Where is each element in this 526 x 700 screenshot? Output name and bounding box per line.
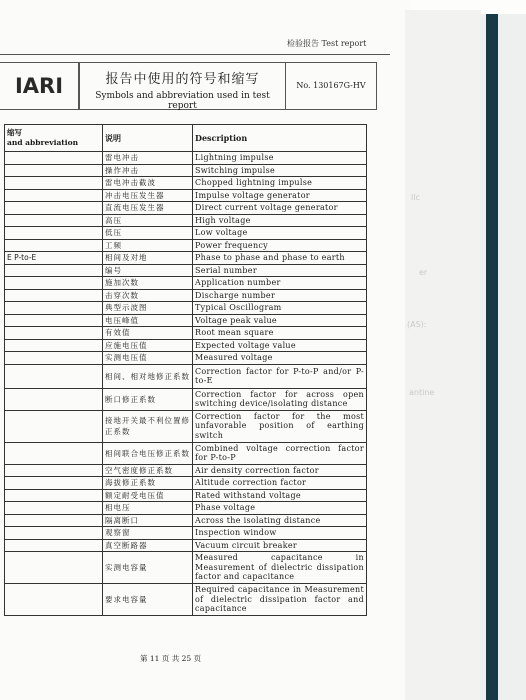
cell-explanation: 雷电冲击截波 bbox=[103, 177, 193, 190]
table-row bbox=[5, 502, 367, 515]
cell-abbreviation bbox=[5, 264, 103, 277]
cell-explanation: 相间联合电压修正系数 bbox=[103, 442, 193, 464]
cell-abbreviation bbox=[5, 289, 103, 302]
table-row bbox=[5, 252, 367, 265]
table-row bbox=[5, 584, 367, 616]
table-row bbox=[5, 227, 367, 240]
table-row bbox=[5, 189, 367, 202]
cell-explanation: 海拔修正系数 bbox=[103, 477, 193, 490]
cell-abbreviation bbox=[5, 202, 103, 215]
table-row bbox=[5, 177, 367, 190]
cell-description: Across the isolating distance bbox=[193, 514, 367, 527]
table-row bbox=[5, 352, 367, 365]
cell-description: Power frequency bbox=[193, 239, 367, 252]
cell-abbreviation bbox=[5, 388, 103, 410]
table-row bbox=[5, 514, 367, 527]
cell-explanation: 编号 bbox=[103, 264, 193, 277]
cell-explanation: 典型示波图 bbox=[103, 302, 193, 315]
cell-description: Root mean square bbox=[193, 327, 367, 340]
table-row bbox=[5, 339, 367, 352]
table-row bbox=[5, 442, 367, 464]
cell-explanation: 要求电容量 bbox=[103, 584, 193, 616]
cell-description: Phase voltage bbox=[193, 502, 367, 515]
cell-abbreviation bbox=[5, 527, 103, 540]
cell-description: Phase to phase and phase to earth bbox=[193, 252, 367, 265]
cell-explanation: 实测电容量 bbox=[103, 552, 193, 584]
cell-abbreviation bbox=[5, 410, 103, 442]
cell-abbreviation bbox=[5, 477, 103, 490]
table-row bbox=[5, 464, 367, 477]
cell-abbreviation: E P-to-E bbox=[5, 252, 103, 265]
cell-explanation: 观察窗 bbox=[103, 527, 193, 540]
company-logo: IARI bbox=[0, 62, 79, 110]
cell-description: Air density correction factor bbox=[193, 464, 367, 477]
cell-description: Chopped lightning impulse bbox=[193, 177, 367, 190]
cell-explanation: 击穿次数 bbox=[103, 289, 193, 302]
underlying-page-fragment: er bbox=[419, 268, 428, 277]
column-header-description: Description bbox=[193, 125, 367, 152]
cell-abbreviation bbox=[5, 352, 103, 365]
cell-description: Rated withstand voltage bbox=[193, 489, 367, 502]
cell-abbreviation bbox=[5, 177, 103, 190]
report-type-label: 检验报告 Test report bbox=[287, 39, 367, 48]
cell-description: Required capacitance in Measurement of dielectric dissipation factor and capacitance bbox=[193, 584, 367, 616]
table-row bbox=[5, 527, 367, 540]
cell-description: Correction factor for P-to-P and/or P-to-E bbox=[193, 364, 367, 388]
cell-explanation: 高压 bbox=[103, 214, 193, 227]
cell-explanation: 空气密度修正系数 bbox=[103, 464, 193, 477]
cell-abbreviation bbox=[5, 327, 103, 340]
page-number: 第 11 页 共 25 页 bbox=[140, 654, 202, 663]
cell-abbreviation bbox=[5, 489, 103, 502]
underlying-page-fragment: llc bbox=[411, 193, 420, 202]
cell-explanation: 施加次数 bbox=[103, 277, 193, 290]
cell-explanation: 实测电压值 bbox=[103, 352, 193, 365]
table-row bbox=[5, 314, 367, 327]
cell-abbreviation bbox=[5, 239, 103, 252]
table-row bbox=[5, 214, 367, 227]
title-chinese: 报告中使用的符号和缩写 bbox=[105, 72, 260, 87]
cell-explanation: 低压 bbox=[103, 227, 193, 240]
table-row bbox=[5, 152, 367, 165]
cell-abbreviation bbox=[5, 364, 103, 388]
column-header-abbreviation: 缩写 and abbreviation bbox=[5, 125, 103, 152]
cell-description: Switching impulse bbox=[193, 164, 367, 177]
cell-explanation: 雷电冲击 bbox=[103, 152, 193, 165]
table-row bbox=[5, 202, 367, 215]
cell-abbreviation bbox=[5, 227, 103, 240]
cell-abbreviation bbox=[5, 302, 103, 315]
cell-description: Voltage peak value bbox=[193, 314, 367, 327]
cell-explanation: 相电压 bbox=[103, 502, 193, 515]
table-row bbox=[5, 477, 367, 490]
cell-explanation: 真空断路器 bbox=[103, 539, 193, 552]
cell-explanation: 隔离断口 bbox=[103, 514, 193, 527]
cell-description: Combined voltage correction factor for P-to-P bbox=[193, 442, 367, 464]
cell-description: Correction factor for across open switching device/isolating distance bbox=[193, 388, 367, 410]
table-row bbox=[5, 364, 367, 388]
cell-description: Vacuum circuit breaker bbox=[193, 539, 367, 552]
cell-abbreviation bbox=[5, 152, 103, 165]
cell-description: High voltage bbox=[193, 214, 367, 227]
cell-description: Serial number bbox=[193, 264, 367, 277]
report-number: No. 130167G-HV bbox=[285, 62, 377, 110]
cell-explanation: 电压峰值 bbox=[103, 314, 193, 327]
table-row bbox=[5, 239, 367, 252]
underlying-page-fragment: (AS): bbox=[407, 320, 427, 329]
cell-explanation: 相间、相对地修正系数 bbox=[103, 364, 193, 388]
cell-explanation: 冲击电压发生器 bbox=[103, 189, 193, 202]
cell-description: Lightning impulse bbox=[193, 152, 367, 165]
table-row bbox=[5, 289, 367, 302]
cell-abbreviation bbox=[5, 189, 103, 202]
cell-description: Altitude correction factor bbox=[193, 477, 367, 490]
cell-explanation: 相间及对地 bbox=[103, 252, 193, 265]
cell-explanation: 有效值 bbox=[103, 327, 193, 340]
cell-explanation: 直流电压发生器 bbox=[103, 202, 193, 215]
table-row bbox=[5, 264, 367, 277]
cell-description: Impulse voltage generator bbox=[193, 189, 367, 202]
cell-description: Discharge number bbox=[193, 289, 367, 302]
cell-explanation: 工频 bbox=[103, 239, 193, 252]
cell-explanation: 操作冲击 bbox=[103, 164, 193, 177]
underlying-page-fragment: antine bbox=[409, 388, 435, 397]
table-row bbox=[5, 277, 367, 290]
title-box bbox=[79, 62, 286, 110]
cell-explanation: 接地开关最不利位置修正系数 bbox=[103, 410, 193, 442]
cell-description: Direct current voltage generator bbox=[193, 202, 367, 215]
cell-abbreviation bbox=[5, 464, 103, 477]
cell-explanation: 断口修正系数 bbox=[103, 388, 193, 410]
symbols-table bbox=[4, 124, 367, 616]
table-row bbox=[5, 489, 367, 502]
table-row bbox=[5, 539, 367, 552]
cell-abbreviation bbox=[5, 514, 103, 527]
cell-explanation: 额定耐受电压值 bbox=[103, 489, 193, 502]
cell-abbreviation bbox=[5, 339, 103, 352]
table-row bbox=[5, 410, 367, 442]
cell-abbreviation bbox=[5, 539, 103, 552]
header-rule bbox=[0, 54, 390, 55]
table-header-row bbox=[5, 125, 367, 152]
table-row bbox=[5, 327, 367, 340]
cell-abbreviation bbox=[5, 552, 103, 584]
table-row bbox=[5, 552, 367, 584]
cell-description: Measured capacitance in Measurement of dielectric dissipation factor and capacitance bbox=[193, 552, 367, 584]
cell-description: Correction factor for the most unfavorable position of earthing switch bbox=[193, 410, 367, 442]
binder-strip bbox=[486, 14, 498, 700]
cell-abbreviation bbox=[5, 277, 103, 290]
cell-explanation: 应施电压值 bbox=[103, 339, 193, 352]
table-row bbox=[5, 164, 367, 177]
column-header-explanation: 说明 bbox=[103, 125, 193, 152]
cell-description: Low voltage bbox=[193, 227, 367, 240]
cell-abbreviation bbox=[5, 164, 103, 177]
cell-description: Application number bbox=[193, 277, 367, 290]
cell-abbreviation bbox=[5, 214, 103, 227]
table-row bbox=[5, 388, 367, 410]
underlying-page bbox=[405, 10, 481, 700]
cell-description: Measured voltage bbox=[193, 352, 367, 365]
cell-abbreviation bbox=[5, 442, 103, 464]
cell-description: Typical Oscillogram bbox=[193, 302, 367, 315]
cell-abbreviation bbox=[5, 314, 103, 327]
table-row bbox=[5, 302, 367, 315]
cell-abbreviation bbox=[5, 502, 103, 515]
cell-description: Inspection window bbox=[193, 527, 367, 540]
cell-description: Expected voltage value bbox=[193, 339, 367, 352]
cell-abbreviation bbox=[5, 584, 103, 616]
title-english: Symbols and abbreviation used in test report bbox=[95, 91, 270, 111]
